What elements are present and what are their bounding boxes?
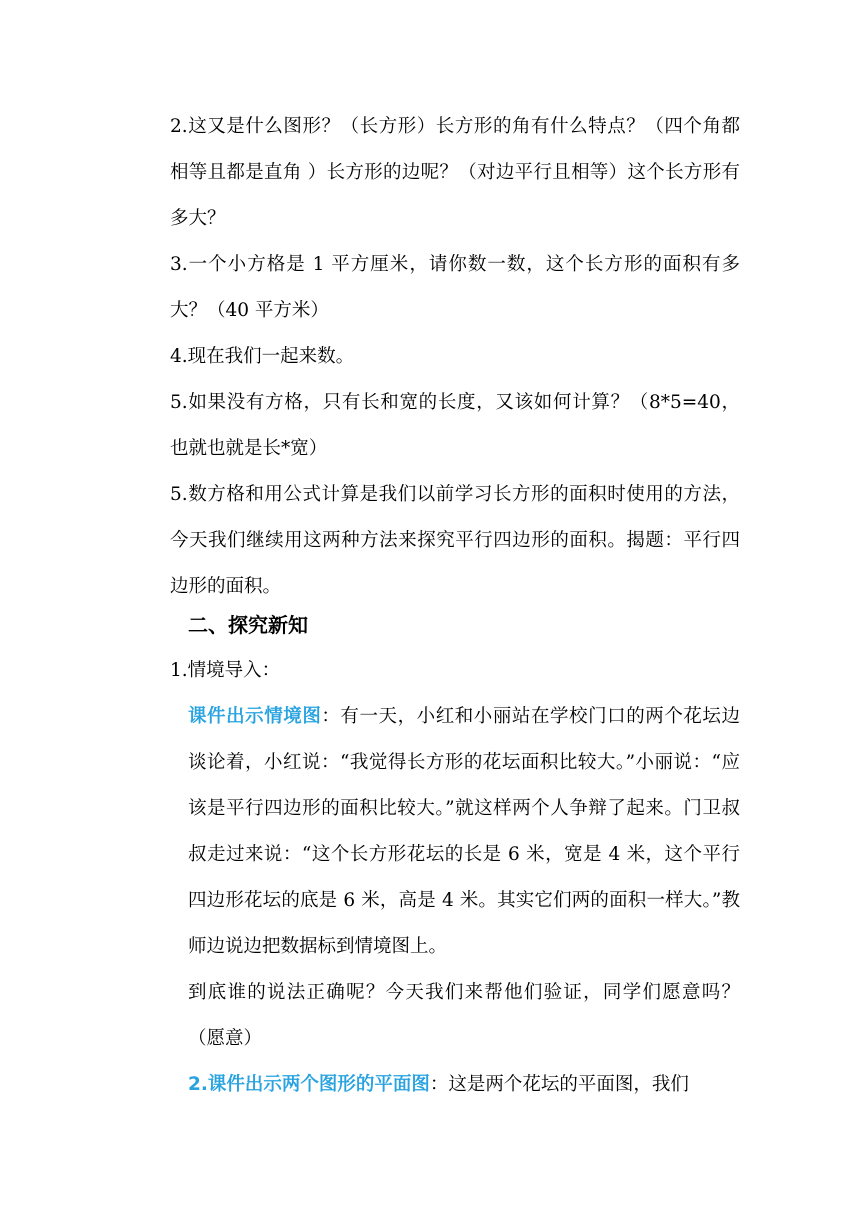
paragraph-5a: 5.如果没有方格，只有长和宽的长度，又该如何计算？（8*5=40，也就也就是长*宽） (170, 392, 740, 459)
section-heading: 二、探究新知 (188, 613, 308, 637)
question-paragraph: 到底谁的说法正确呢？今天我们来帮他们验证，同学们愿意吗？（愿意） (188, 982, 740, 1049)
scene-paragraph (188, 694, 740, 970)
scene-text: ：有一天，小红和小丽站在学校门口的两个花坛边谈论着，小红说：“我觉得长方形的花坛面积比较大。”小丽说：“应该是平行四边形的面积比较大。”就这样两个人争辩了起来。门卫叔叔走过来说：“这个长方形花坛的长是 6 米，宽是 4 米，这个平行四边形花坛的底是 6 米，高是 4 米。其实它们两的面积一样大。”教师边说边把数据标到情境图上。 (188, 706, 740, 957)
paragraph-2: 2.这又是什么图形？（长方形）长方形的角有什么特点？（四个角都相等且都是直角 ）长方形的边呢？（对边平行且相等）这个长方形有多大？ (170, 116, 740, 229)
paragraph-5b: 5.数方格和用公式计算是我们以前学习长方形的面积时使用的方法，今天我们继续用这两种方法来探究平行四边形的面积。揭题：平行四边形的面积。 (170, 484, 740, 597)
paragraph-3: 3.一个小方格是 1 平方厘米，请你数一数，这个长方形的面积有多大？（40 平方米） (170, 254, 740, 321)
plan-paragraph (188, 1062, 740, 1108)
plan-text: ：这是两个花坛的平面图，我们 (429, 1074, 689, 1095)
scene-label: 课件出示情境图 (188, 706, 322, 727)
paragraph-4: 4.现在我们一起来数。 (170, 346, 355, 367)
plan-label: 2.课件出示两个图形的平面图 (188, 1074, 430, 1095)
item-1: 1.情境导入： (170, 660, 281, 681)
